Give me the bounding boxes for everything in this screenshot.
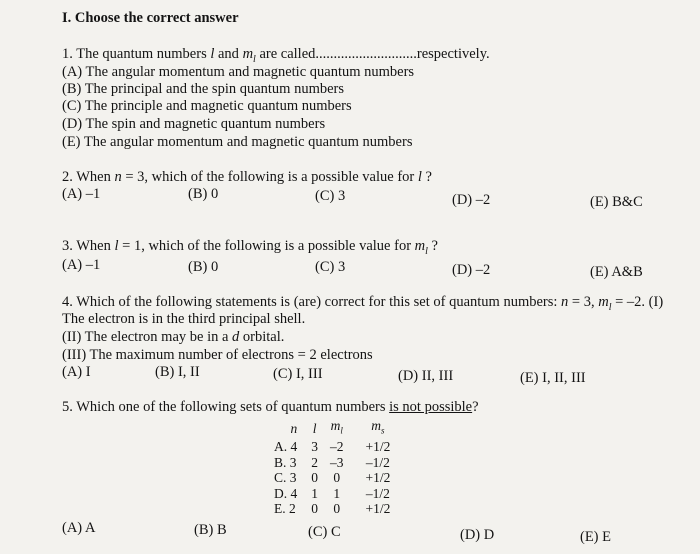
table-row — [268, 486, 396, 502]
q3-option-a[interactable]: (A) –1 — [62, 257, 101, 273]
row-a-ml: –2 — [330, 439, 344, 455]
row-d-ml: 1 — [333, 485, 341, 501]
q2-option-a[interactable]: (A) –1 — [62, 186, 101, 202]
table-row — [268, 470, 396, 486]
q1-pre: 1. The quantum numbers — [62, 46, 211, 62]
q2-mid: = 3, which of the following is a possible value for — [121, 169, 418, 185]
q4-line3-post: orbital. — [239, 329, 285, 345]
q4-option-e[interactable]: (E) I, II, III — [520, 370, 586, 386]
q2-sym-n: n — [114, 169, 122, 185]
header-ms-sub: s — [381, 425, 385, 436]
q5-option-d[interactable]: (D) D — [460, 527, 495, 543]
row-e-l: 0 — [311, 501, 318, 517]
q5-post: ? — [472, 399, 479, 415]
q3-option-e[interactable]: (E) A&B — [590, 264, 643, 280]
q4-sym-n: n — [561, 294, 569, 310]
question-3-stem — [62, 238, 438, 260]
row-d-l: 1 — [311, 485, 318, 501]
q4-statement-i: The electron is in the third principal shell. — [62, 311, 306, 327]
q3-option-d[interactable]: (D) –2 — [452, 262, 491, 278]
q1-option-e[interactable]: (E) The angular momentum and magnetic quantum numbers — [62, 134, 413, 150]
row-c-ms: +1/2 — [365, 470, 391, 486]
q1-sym-l: l — [210, 46, 215, 62]
row-c-ml: 0 — [333, 470, 341, 486]
q3-option-b[interactable]: (B) 0 — [188, 259, 219, 275]
table-header-row — [268, 418, 396, 439]
q4-pre: 4. Which of the following statements is (are) correct for this set of quantum numbers: — [62, 294, 562, 310]
row-b-l: 2 — [311, 454, 318, 470]
q5-underlined: is not possible — [389, 399, 473, 415]
q2-pre: 2. When — [62, 169, 115, 185]
row-b-ml: –3 — [330, 454, 344, 470]
row-c-l: 0 — [311, 470, 318, 486]
q1-option-d[interactable]: (D) The spin and magnetic quantum numbers — [62, 116, 326, 132]
q4-statement-iii: (III) The maximum number of electrons = 2 electrons — [62, 347, 373, 363]
row-a-l: 3 — [311, 439, 318, 455]
q2-option-e[interactable]: (E) B&C — [590, 194, 643, 210]
q4-line3-pre: (II) The electron may be in a — [62, 329, 233, 345]
q3-sym-m: m — [414, 238, 426, 254]
q1-sub-l: l — [253, 53, 256, 65]
q4-post: = –2. (I) — [611, 294, 664, 310]
q4-sym-d: d — [232, 329, 240, 345]
q4-option-c[interactable]: (C) I, III — [273, 366, 323, 382]
row-e-label: E. 2 — [274, 501, 296, 517]
q4-option-b[interactable]: (B) I, II — [155, 364, 200, 380]
q2-post: ? — [421, 169, 432, 185]
table-row — [268, 501, 396, 517]
q2-option-b[interactable]: (B) 0 — [188, 186, 219, 202]
q3-mid: = 1, which of the following is a possible value for — [118, 238, 415, 254]
q4-sub-l: l — [608, 301, 612, 313]
q2-option-c[interactable]: (C) 3 — [315, 188, 346, 204]
question-2-stem — [62, 169, 432, 186]
row-d-label: D. 4 — [274, 485, 298, 501]
q4-sym-m: m — [598, 294, 609, 310]
row-e-ml: 0 — [333, 501, 341, 517]
table-row — [268, 455, 396, 471]
q1-mid: and — [214, 46, 243, 62]
q5-option-e[interactable]: (E) E — [580, 529, 611, 545]
row-e-ms: +1/2 — [365, 501, 391, 517]
q4-option-d[interactable]: (D) II, III — [398, 368, 454, 384]
table-row — [268, 439, 396, 455]
q2-sym-l: l — [417, 169, 422, 185]
header-n: n — [290, 420, 298, 436]
q4-option-a[interactable]: (A) I — [62, 364, 91, 380]
row-b-label: B. 3 — [274, 454, 297, 470]
q1-option-b[interactable]: (B) The principal and the spin quantum numbers — [62, 81, 345, 97]
row-a-ms: +1/2 — [365, 439, 391, 455]
header-l: l — [312, 420, 317, 436]
header-ms — [350, 418, 397, 439]
header-ml-m: m — [330, 418, 341, 433]
q3-sym-l: l — [114, 238, 119, 254]
q1-sym-m: m — [242, 46, 254, 62]
question-5-stem — [62, 399, 479, 416]
q1-post: are called............................respectively. — [255, 46, 490, 62]
section-title: I. Choose the correct answer — [62, 10, 239, 26]
q3-pre: 3. When — [62, 238, 115, 254]
quantum-number-table — [268, 418, 396, 517]
q3-sub-l: l — [425, 245, 428, 257]
q3-post: ? — [427, 238, 438, 254]
q3-option-c[interactable]: (C) 3 — [315, 259, 346, 275]
row-d-ms: –1/2 — [365, 485, 390, 501]
header-ms-m: m — [371, 418, 382, 433]
q5-pre: 5. Which one of the following sets of quantum numbers — [62, 399, 390, 415]
q1-option-a[interactable]: (A) The angular momentum and magnetic quantum numbers — [62, 64, 415, 80]
q4-statement-ii — [62, 329, 284, 346]
header-ml — [324, 418, 350, 439]
row-a-label: A. 4 — [274, 439, 298, 455]
q2-option-d[interactable]: (D) –2 — [452, 192, 491, 208]
q5-option-b[interactable]: (B) B — [194, 522, 227, 538]
q5-option-a[interactable]: (A) A — [62, 520, 96, 536]
q5-option-c[interactable]: (C) C — [308, 524, 341, 540]
row-c-label: C. 3 — [274, 470, 297, 486]
row-b-ms: –1/2 — [365, 454, 390, 470]
q4-mid: = 3, — [568, 294, 599, 310]
q1-option-c[interactable]: (C) The principle and magnetic quantum numbers — [62, 98, 352, 114]
header-ml-sub: l — [340, 425, 343, 436]
